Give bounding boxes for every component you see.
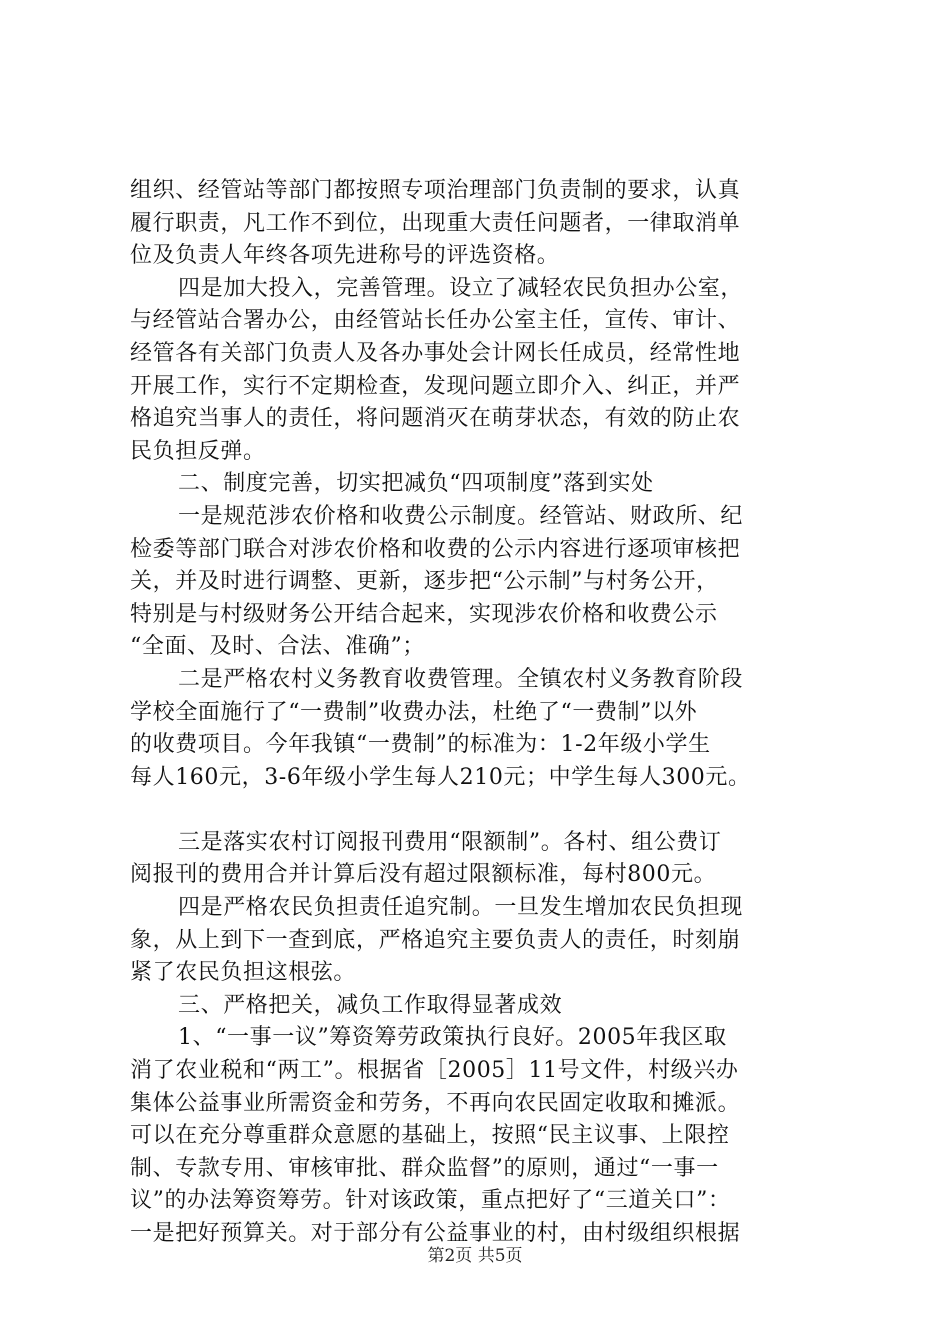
document-body: [130, 175, 830, 1251]
section-heading: 二、制度完善，切实把减负“四项制度”落到实处: [178, 471, 654, 497]
text-line: 格追究当事人的责任，将问题消灭在萌芽状态，有效的防止农: [130, 406, 741, 432]
text-line: 开展工作，实行不定期检查，发现问题立即介入、纠正，并严: [130, 373, 741, 399]
text-line: 履行职责，凡工作不到位，出现重大责任问题者，一律取消单: [130, 210, 741, 236]
text-line: 可以在充分尊重群众意愿的基础上，按照“民主议事、上限控: [130, 1123, 730, 1149]
text-line: 学校全面施行了“一费制”收费办法，杜绝了“一费制”以外: [130, 699, 698, 725]
text-line: 消了农业税和“两工”。根据省［2005］11号文件，村级兴办: [130, 1058, 739, 1084]
paragraph-start: 二是严格农村义务教育收费管理。全镇农村义务教育阶段: [178, 666, 744, 692]
paragraph-start: 三是落实农村订阅报刊费用“限额制”。各村、组公费订: [178, 829, 722, 855]
paragraph-start: 一是规范涉农价格和收费公示制度。经管站、财政所、纪: [178, 503, 744, 529]
text-line: 议”的办法筹资筹劳。针对该政策，重点把好了“三道关口”：: [130, 1188, 731, 1214]
page-footer: 第2页 共5页: [427, 1246, 523, 1266]
text-line: 位及负责人年终各项先进称号的评选资格。: [130, 243, 560, 269]
section-heading: 三、严格把关，减负工作取得显著成效: [178, 992, 563, 1018]
text-line: 每人160元，3-6年级小学生每人210元；中学生每人300元。: [130, 764, 751, 790]
text-line: 经管各有关部门负责人及各办事处会计网长任成员，经常性地: [130, 340, 741, 366]
paragraph-start: 四是加大投入，完善管理。设立了减轻农民负担办公室，: [178, 275, 744, 301]
text-line: 与经管站合署办公，由经管站长任办公室主任，宣传、审计、: [130, 308, 741, 334]
text-line: 阅报刊的费用合并计算后没有超过限额标准，每村800元。: [130, 862, 717, 888]
text-line: 关，并及时进行调整、更新，逐步把“公示制”与村务公开，: [130, 569, 719, 595]
blank-line: [130, 794, 830, 827]
text-line: 制、专款专用、审核审批、群众监督”的原则，通过“一事一: [130, 1155, 719, 1181]
paragraph-start: 四是严格农民负担责任追究制。一旦发生增加农民负担现: [178, 895, 744, 921]
text-line: 特别是与村级财务公开结合起来，实现涉农价格和收费公示: [130, 601, 718, 627]
text-line: 一是把好预算关。对于部分有公益事业的村，由村级组织根据: [130, 1221, 741, 1246]
paragraph-start: 1、“一事一议”筹资筹劳政策执行良好。2005年我区取: [178, 1025, 727, 1051]
text-line: 象，从上到下一查到底，严格追究主要负责人的责任，时刻崩: [130, 927, 741, 953]
text-line: 民负担反弹。: [130, 438, 266, 464]
text-line: 检委等部门联合对涉农价格和收费的公示内容进行逐项审核把: [130, 536, 741, 562]
text-line: 集体公益事业所需资金和劳务，不再向农民固定收取和摊派。: [130, 1090, 741, 1116]
text-line: “全面、及时、合法、准确”；: [130, 634, 425, 660]
text-line: 紧了农民负担这根弦。: [130, 960, 357, 986]
text-line: 的收费项目。今年我镇“一费制”的标准为：1-2年级小学生: [130, 732, 711, 758]
text-line: 组织、经管站等部门都按照专项治理部门负责制的要求，认真: [130, 178, 741, 203]
